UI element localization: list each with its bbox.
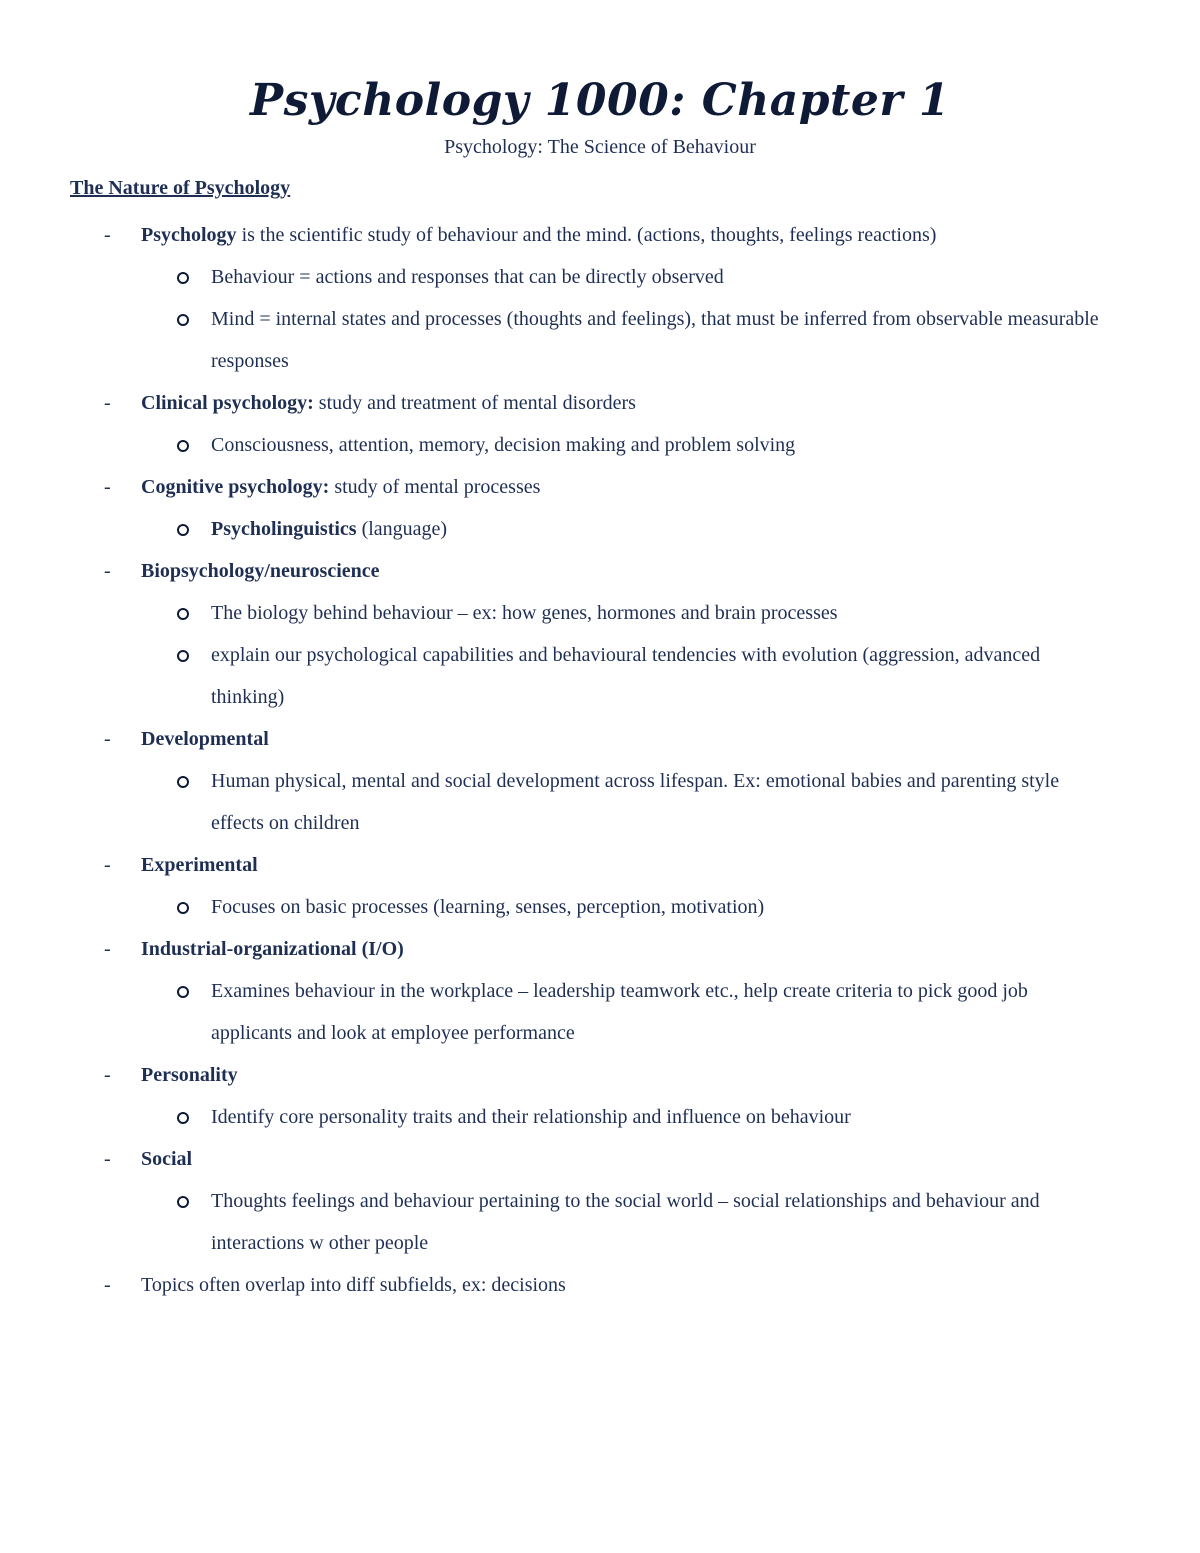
subitem-term: Psycholinguistics [211, 518, 357, 540]
circle-bullet-icon [177, 1196, 189, 1208]
sub-list-item [0, 592, 1200, 634]
subitem-text: Examines behaviour in the workplace – leadership teamwork etc., help create criteria to pick good job applicants and look at employee performance [211, 980, 1028, 1044]
item-term: Industrial-organizational (I/O) [141, 938, 404, 960]
sub-list-item [0, 424, 1200, 466]
sub-list-item [0, 970, 1200, 1054]
dash-bullet-icon: - [104, 938, 111, 960]
subitem-text: Consciousness, attention, memory, decision making and problem solving [211, 434, 796, 456]
dash-bullet-icon: - [104, 1064, 111, 1086]
circle-bullet-icon [177, 650, 189, 662]
item-term: Biopsychology/neuroscience [141, 560, 380, 582]
page-title: Psychology 1000: Chapter 1 [249, 75, 950, 126]
item-term: Clinical psychology: [141, 392, 314, 414]
circle-bullet-icon [177, 902, 189, 914]
sub-list-item [0, 1180, 1200, 1264]
subitem-text: Focuses on basic processes (learning, senses, perception, motivation) [211, 896, 765, 918]
circle-bullet-icon [177, 314, 189, 326]
item-text: is the scientific study of behaviour and the mind. (actions, thoughts, feelings reactions) [236, 224, 937, 246]
dash-bullet-icon: - [104, 560, 111, 582]
circle-bullet-icon [177, 608, 189, 620]
list-item [0, 1264, 1200, 1306]
sub-list-item [0, 760, 1200, 844]
item-text: study and treatment of mental disorders [313, 392, 636, 414]
notes-list [0, 214, 1200, 1306]
circle-bullet-icon [177, 524, 189, 536]
list-item [0, 550, 1200, 592]
item-text: Topics often overlap into diff subfields, ex: decisions [141, 1274, 566, 1296]
section-heading: The Nature of Psychology [70, 177, 291, 199]
subitem-text: Behaviour = actions and responses that can be directly observed [211, 266, 724, 288]
dash-bullet-icon: - [104, 392, 111, 414]
sub-list-item [0, 256, 1200, 298]
item-term: Developmental [141, 728, 269, 750]
subitem-text: Mind = internal states and processes (thoughts and feelings), that must be inferred from observable measurable responses [211, 308, 1099, 372]
list-item [0, 214, 1200, 256]
dash-bullet-icon: - [104, 476, 111, 498]
dash-bullet-icon: - [104, 854, 111, 876]
list-item [0, 382, 1200, 424]
list-item [0, 1054, 1200, 1096]
dash-bullet-icon: - [104, 728, 111, 750]
circle-bullet-icon [177, 440, 189, 452]
subitem-text: Human physical, mental and social development across lifespan. Ex: emotional babies and parenting style effects on children [211, 770, 1060, 834]
item-term: Cognitive psychology: [141, 476, 330, 498]
dash-bullet-icon: - [104, 224, 111, 246]
list-item [0, 1138, 1200, 1180]
dash-bullet-icon: - [104, 1148, 111, 1170]
sub-list-item [0, 1096, 1200, 1138]
item-term: Psychology [141, 224, 237, 246]
list-item [0, 466, 1200, 508]
list-item [0, 844, 1200, 886]
item-term: Social [141, 1148, 193, 1170]
item-term: Personality [141, 1064, 238, 1086]
list-item [0, 928, 1200, 970]
sub-list-item [0, 634, 1200, 718]
circle-bullet-icon [177, 1112, 189, 1124]
subitem-text: Thoughts feelings and behaviour pertaining to the social world – social relationships and behaviour and interactions w other people [211, 1190, 1040, 1254]
subitem-text: (language) [356, 518, 448, 540]
sub-list-item [0, 886, 1200, 928]
dash-bullet-icon: - [104, 1274, 111, 1296]
sub-list-item [0, 508, 1200, 550]
circle-bullet-icon [177, 776, 189, 788]
subitem-text: The biology behind behaviour – ex: how genes, hormones and brain processes [211, 602, 838, 624]
list-item [0, 718, 1200, 760]
subitem-text: explain our psychological capabilities and behavioural tendencies with evolution (aggression, advanced thinking) [211, 644, 1041, 708]
subitem-text: Identify core personality traits and their relationship and influence on behaviour [211, 1106, 851, 1128]
item-text: study of mental processes [329, 476, 541, 498]
item-term: Experimental [141, 854, 258, 876]
circle-bullet-icon [177, 986, 189, 998]
page-subtitle: Psychology: The Science of Behaviour [444, 136, 756, 158]
circle-bullet-icon [177, 272, 189, 284]
sub-list-item [0, 298, 1200, 382]
